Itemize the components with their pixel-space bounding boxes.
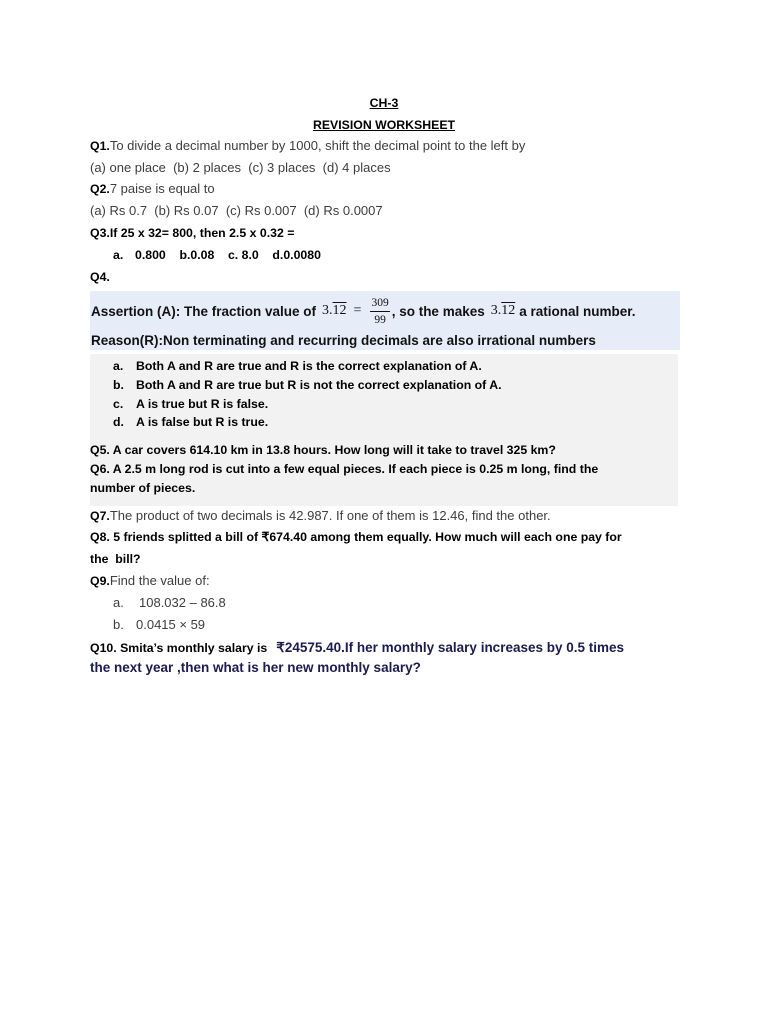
option-text: A is false but R is true. bbox=[136, 415, 269, 429]
question-number: Q9. bbox=[90, 574, 110, 588]
list-item bbox=[113, 358, 482, 374]
question-text: The product of two decimals is 42.987. If one of them is 12.46, find the other. bbox=[109, 508, 551, 523]
decimal-whole: 3. bbox=[322, 303, 333, 318]
assertion-tail: a rational number. bbox=[519, 303, 636, 319]
question-1 bbox=[90, 138, 525, 154]
question-2-options: (a) Rs 0.7 (b) Rs 0.07 (c) Rs 0.007 (d) Rs 0.0007 bbox=[90, 203, 383, 218]
question-10-line-1 bbox=[90, 639, 624, 657]
question-7 bbox=[90, 508, 551, 524]
list-item bbox=[113, 595, 226, 611]
list-marker: a. bbox=[113, 595, 124, 610]
question-6-line-1: Q6. A 2.5 m long rod is cut into a few equal pieces. If each piece is 0.25 m long, find the bbox=[90, 462, 599, 476]
question-3-options bbox=[113, 247, 321, 263]
question-number: Q7. bbox=[90, 509, 110, 523]
question-text: To divide a decimal number by 1000, shift the decimal point to the left by bbox=[109, 138, 526, 153]
question-10-highlight: ₹24575.40.If her monthly salary increases by 0.5 times bbox=[276, 640, 625, 655]
option-text: Both A and R are true but R is not the correct explanation of A. bbox=[136, 378, 502, 392]
chapter-heading: CH-3 bbox=[369, 96, 399, 110]
fraction-denominator: 99 bbox=[374, 313, 386, 326]
question-8-line-2: the bill? bbox=[90, 552, 141, 566]
option-text: A is true but R is false. bbox=[136, 397, 269, 411]
list-marker: b. bbox=[113, 378, 124, 392]
question-10-line-2: the next year ,then what is her new monthly salary? bbox=[90, 660, 421, 675]
list-marker: b. bbox=[113, 617, 124, 632]
question-text: Find the value of: bbox=[109, 573, 210, 588]
question-4: Q4. bbox=[90, 270, 110, 284]
decimal-repeat: 12 bbox=[332, 303, 347, 318]
repeating-decimal bbox=[491, 303, 516, 319]
list-marker: c. bbox=[113, 397, 124, 411]
question-1-options: (a) one place (b) 2 places (c) 3 places (d) 4 places bbox=[90, 160, 391, 175]
question-number: Q2. bbox=[90, 182, 110, 196]
question-6-line-2: number of pieces. bbox=[90, 481, 196, 495]
decimal-repeat: 12 bbox=[501, 303, 516, 318]
assertion-reason-box bbox=[90, 291, 680, 350]
list-marker: d. bbox=[113, 415, 124, 429]
decimal-whole: 3. bbox=[490, 303, 502, 318]
option-text: Both A and R are true and R is the correct explanation of A. bbox=[136, 359, 482, 373]
list-item bbox=[113, 396, 268, 412]
question-number: Q1. bbox=[90, 139, 110, 153]
fraction bbox=[370, 297, 389, 326]
question-9 bbox=[90, 573, 210, 589]
list-item bbox=[113, 414, 268, 430]
equals-sign: = bbox=[353, 303, 362, 318]
question-8-line-1: Q8. 5 friends splitted a bill of ₹674.40 among them equally. How much will each one pay for bbox=[90, 530, 622, 544]
fraction-numerator: 309 bbox=[370, 297, 389, 312]
option-text: 0.800 b.0.08 c. 8.0 d.0.0080 bbox=[135, 248, 321, 262]
question-5: Q5. A car covers 614.10 km in 13.8 hours. How long will it take to travel 325 km? bbox=[90, 443, 556, 457]
question-text: 7 paise is equal to bbox=[109, 181, 215, 196]
question-2 bbox=[90, 181, 215, 197]
question-3: Q3.If 25 x 32= 800, then 2.5 x 0.32 = bbox=[90, 226, 295, 240]
question-10-lead: Q10. Smita’s monthly salary is bbox=[90, 641, 268, 655]
list-marker: a. bbox=[113, 248, 124, 262]
options-box bbox=[90, 354, 678, 506]
assertion-line bbox=[91, 291, 636, 331]
list-item bbox=[113, 377, 502, 393]
item-text: 108.032 – 86.8 bbox=[139, 595, 226, 610]
assertion-middle: , so the makes bbox=[391, 303, 485, 319]
repeating-decimal bbox=[322, 303, 347, 319]
item-text: 0.0415 × 59 bbox=[136, 617, 206, 632]
list-item bbox=[113, 617, 205, 633]
list-marker: a. bbox=[113, 359, 124, 373]
reason-line: Reason(R):Non terminating and recurring decimals are also irrational numbers bbox=[91, 333, 596, 348]
assertion-lead: Assertion (A): The fraction value of bbox=[91, 303, 317, 319]
worksheet-title: REVISION WORKSHEET bbox=[312, 118, 456, 132]
